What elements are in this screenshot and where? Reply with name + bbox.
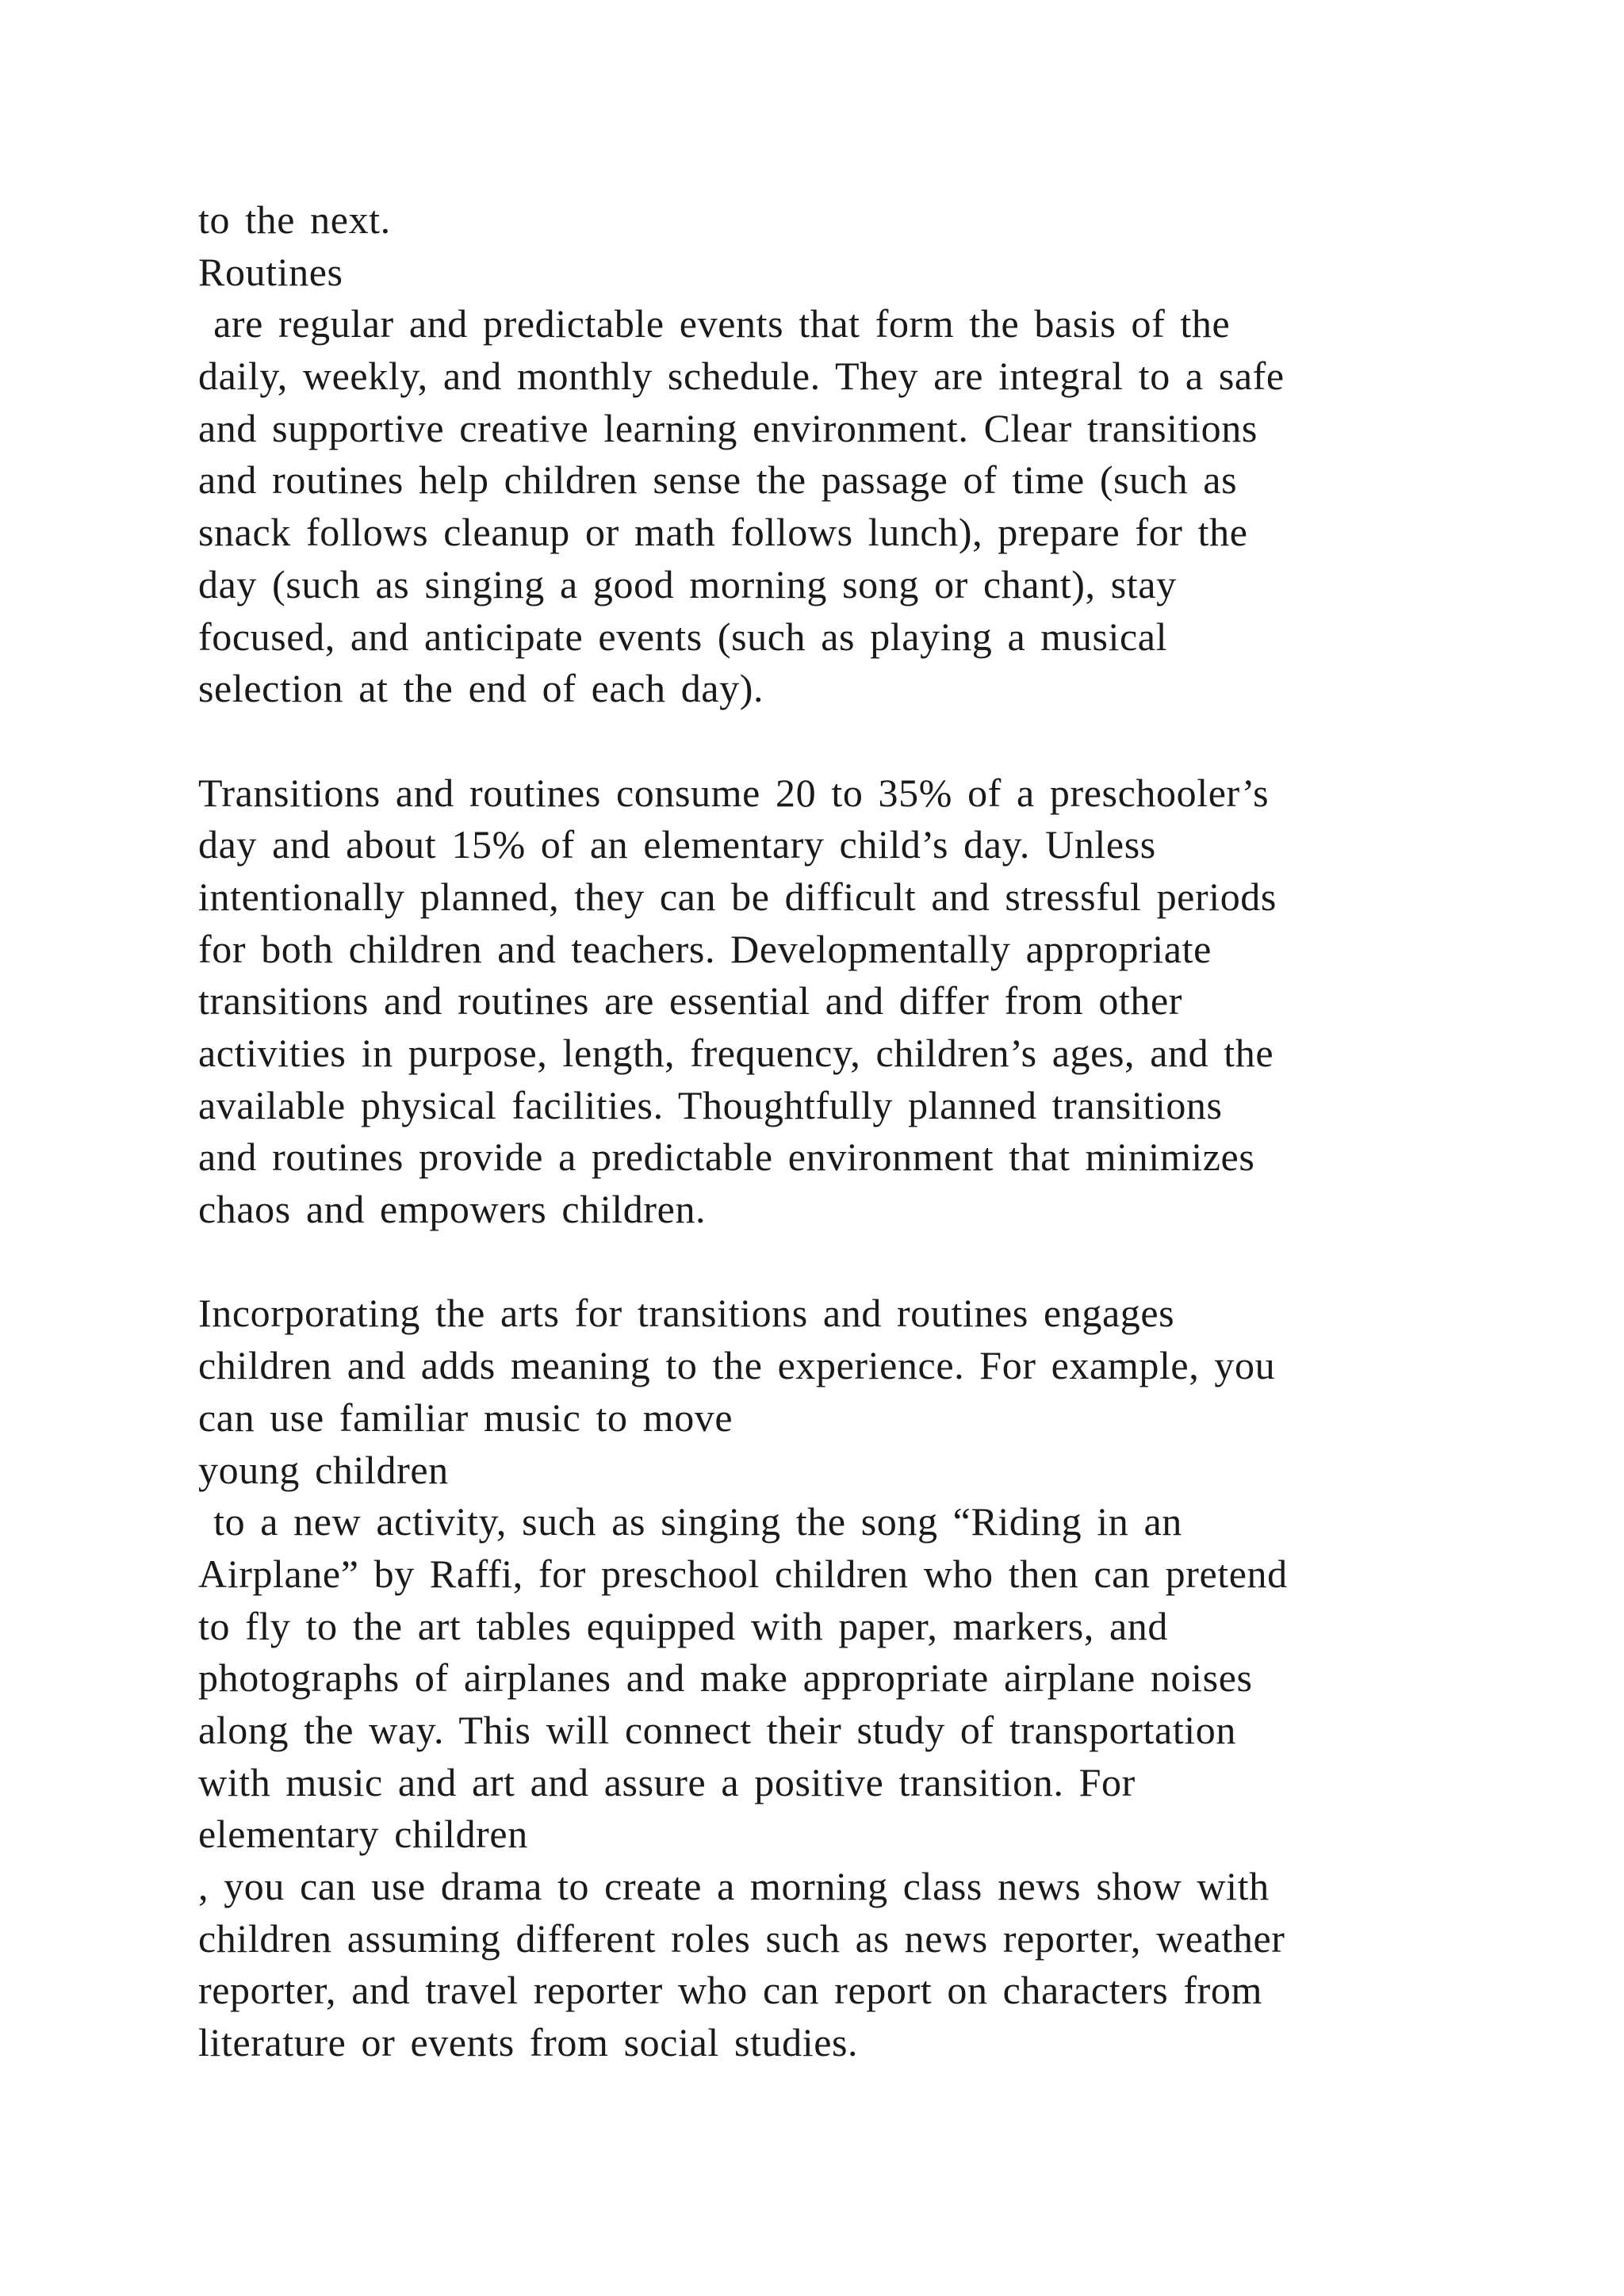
text-line: to a new activity, such as singing the song “Riding in an — [198, 1499, 1182, 1544]
text-line: literature or events from social studies. — [198, 2020, 859, 2065]
text-line: day (such as singing a good morning song or chant), stay — [198, 561, 1177, 607]
text-line: daily, weekly, and monthly schedule. They are integral to a safe — [198, 354, 1285, 399]
text-line: activities in purpose, length, frequency, children’s ages, and the — [198, 1031, 1274, 1075]
text-line: focused, and anticipate events (such as playing a musical — [198, 614, 1168, 659]
text-line: children assuming different roles such as news reporter, weather — [198, 1915, 1285, 1961]
text-line: , you can use drama to create a morning class news show with — [198, 1864, 1270, 1908]
text-line: selection at the end of each day). — [198, 666, 764, 711]
text-line: for both children and teachers. Developmentally appropriate — [198, 926, 1212, 971]
text-line: with music and art and assure a positive transition. For — [198, 1759, 1136, 1804]
text-line: chaos and empowers children. — [198, 1187, 707, 1232]
text-line: to fly to the art tables equipped with paper, markers, and — [198, 1603, 1168, 1648]
text-line: along the way. This will connect their study of transportation — [198, 1707, 1236, 1752]
text-line: day and about 15% of an elementary child’s day. Unless — [198, 822, 1156, 867]
text-line: intentionally planned, they can be difficult and stressful periods — [198, 874, 1277, 919]
paragraph-routines — [198, 194, 1499, 715]
document-body — [198, 194, 1499, 2069]
text-line: Transitions and routines consume 20 to 35% of a preschooler’s — [198, 770, 1270, 815]
text-line: Routines — [198, 249, 343, 294]
text-line: and supportive creative learning environment. Clear transitions — [198, 405, 1258, 450]
text-line: and routines help children sense the passage of time (such as — [198, 457, 1238, 503]
paragraph-gap — [198, 715, 1499, 767]
text-line: Incorporating the arts for transitions and routines engages — [198, 1291, 1175, 1336]
text-line: Airplane” by Raffi, for preschool children who then can pretend — [198, 1551, 1288, 1596]
paragraph-transitions — [198, 767, 1499, 1236]
paragraph-gap — [198, 1236, 1499, 1288]
text-line: and routines provide a predictable environment that minimizes — [198, 1135, 1255, 1180]
text-line: elementary children — [198, 1812, 528, 1857]
text-line: snack follows cleanup or math follows lunch), prepare for the — [198, 510, 1248, 555]
text-line: to the next. — [198, 197, 391, 242]
text-line: children and adds meaning to the experience. For example, you — [198, 1343, 1276, 1388]
text-line: can use familiar music to move — [198, 1395, 733, 1440]
text-line: reporter, and travel reporter who can report on characters from — [198, 1968, 1262, 2013]
text-line: photographs of airplanes and make appropriate airplane noises — [198, 1655, 1253, 1701]
text-line: transitions and routines are essential and differ from other — [198, 978, 1183, 1024]
text-line: are regular and predictable events that form the basis of the — [198, 301, 1231, 346]
text-line: available physical facilities. Thoughtfully planned transitions — [198, 1082, 1223, 1127]
text-line: young children — [198, 1447, 449, 1492]
paragraph-arts — [198, 1288, 1499, 2068]
